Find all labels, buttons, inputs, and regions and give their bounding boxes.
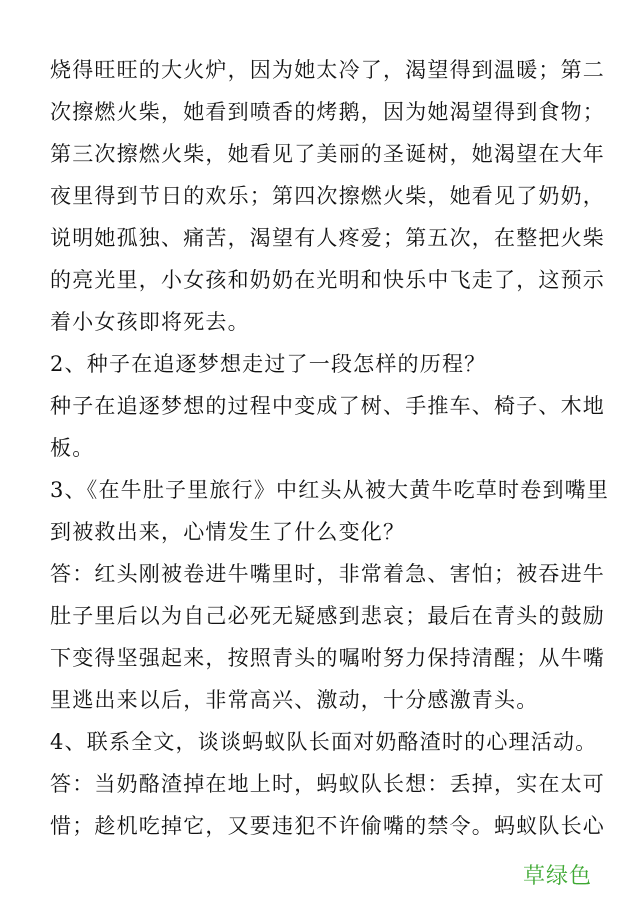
text-line: 第三次擦燃火柴，她看见了美丽的圣诞树，她渴望在大年 bbox=[50, 142, 605, 166]
watermark-logo: 草绿色 bbox=[522, 864, 592, 889]
text-line: 种子在追逐梦想的过程中变成了树、手推车、椅子、木地 bbox=[50, 394, 605, 418]
text-line: 次擦燃火柴，她看到喷香的烤鹅，因为她渴望得到食物； bbox=[50, 100, 605, 124]
text-line: 惜；趁机吃掉它，又要违犯不许偷嘴的禁令。蚂蚁队长心 bbox=[50, 814, 605, 838]
question-heading: 到被救出来，心情发生了什么变化？ bbox=[50, 520, 406, 544]
question-heading: 4、联系全文，谈谈蚂蚁队长面对奶酪渣时的心理活动。 bbox=[50, 730, 598, 754]
text-line: 着小女孩即将死去。 bbox=[50, 310, 250, 334]
text-line: 下变得坚强起来，按照青头的嘱咐努力保持清醒；从牛嘴 bbox=[50, 646, 605, 670]
question-heading: 3、《在牛肚子里旅行》中红头从被大黄牛吃草时卷到嘴里 bbox=[50, 478, 610, 502]
text-line: 肚子里后以为自己必死无疑感到悲哀；最后在青头的鼓励 bbox=[50, 604, 605, 628]
question-heading: 2、种子在追逐梦想走过了一段怎样的历程？ bbox=[50, 352, 487, 376]
text-line: 里逃出来以后，非常高兴、激动，十分感激青头。 bbox=[50, 688, 539, 712]
text-line: 板。 bbox=[50, 436, 95, 460]
text-line: 的亮光里，小女孩和奶奶在光明和快乐中飞走了，这预示 bbox=[50, 268, 605, 292]
text-line: 说明她孤独、痛苦，渴望有人疼爱；第五次，在整把火柴 bbox=[50, 226, 605, 250]
answer-line: 答：红头刚被卷进牛嘴里时，非常着急、害怕；被吞进牛 bbox=[50, 562, 605, 586]
text-line: 烧得旺旺的大火炉，因为她太冷了，渴望得到温暖；第二 bbox=[50, 58, 605, 82]
text-line: 夜里得到节日的欢乐；第四次擦燃火柴，她看见了奶奶， bbox=[50, 184, 605, 208]
answer-line: 答：当奶酪渣掉在地上时，蚂蚁队长想：丢掉，实在太可 bbox=[50, 772, 605, 796]
